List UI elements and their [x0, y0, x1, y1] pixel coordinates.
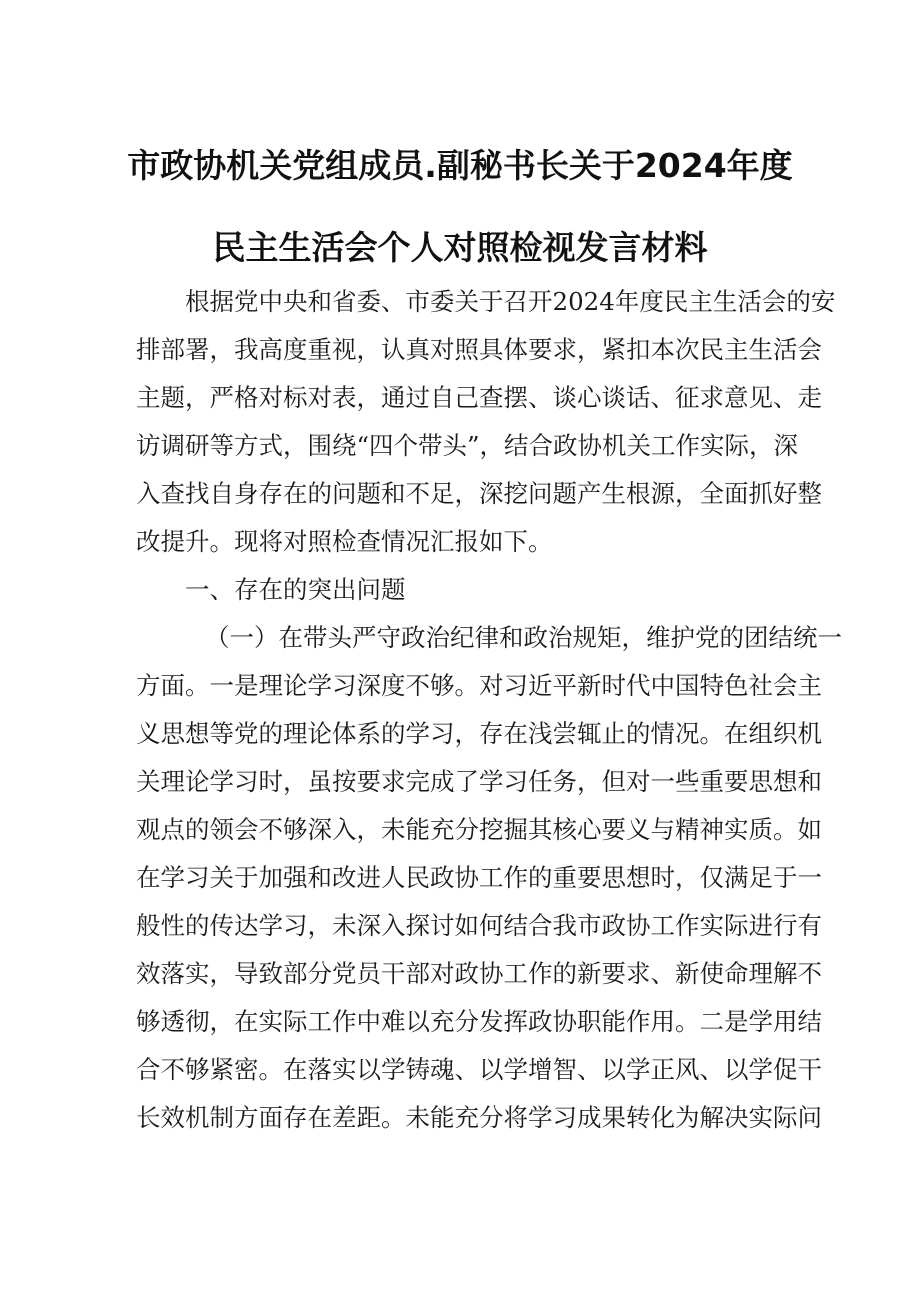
paragraph-line: 入查找自身存在的问题和不足，深挖问题产生根源，全面抓好整: [136, 479, 822, 508]
paragraph-line: 义思想等党的理论体系的学习，存在浅尝辄止的情况。在组织机: [136, 719, 822, 748]
document-title-line-1: 市政协机关党组成员.副秘书长关于2024年度: [127, 146, 793, 185]
paragraph-line: 效落实，导致部分党员干部对政协工作的新要求、新使命理解不: [136, 959, 822, 988]
paragraph-line: 排部署，我高度重视，认真对照具体要求，紧扣本次民主生活会: [136, 335, 822, 364]
paragraph-line: 根据党中央和省委、市委关于召开2024年度民主生活会的安: [185, 287, 836, 316]
paragraph-line: 关理论学习时，虽按要求完成了学习任务，但对一些重要思想和: [136, 767, 822, 796]
paragraph-line: 合不够紧密。在落实以学铸魂、以学增智、以学正风、以学促干: [136, 1055, 822, 1084]
paragraph-line: 方面。一是理论学习深度不够。对习近平新时代中国特色社会主: [136, 671, 822, 700]
paragraph-line: 主题，严格对标对表，通过自己查摆、谈心谈话、征求意见、走: [136, 383, 822, 412]
paragraph-line: 访调研等方式，围绕“四个带头”，结合政协机关工作实际，深: [136, 431, 799, 460]
paragraph-line: 长效机制方面存在差距。未能充分将学习成果转化为解决实际问: [136, 1103, 822, 1132]
paragraph-line: 够透彻，在实际工作中难以充分发挥政协职能作用。二是学用结: [136, 1007, 822, 1036]
paragraph-line: 改提升。现将对照检查情况汇报如下。: [136, 527, 553, 556]
paragraph-line: 般性的传达学习，未深入探讨如何结合我市政协工作实际进行有: [136, 911, 822, 940]
section-heading: 一、存在的突出问题: [185, 575, 406, 604]
subsection-heading: （一）在带头严守政治纪律和政治规矩，维护党的团结统一: [205, 623, 842, 652]
paragraph-line: 在学习关于加强和改进人民政协工作的重要思想时，仅满足于一: [136, 863, 822, 892]
paragraph-line: 观点的领会不够深入，未能充分挖掘其核心要义与精神实质。如: [136, 815, 822, 844]
document-title-line-2: 民主生活会个人对照检视发言材料: [212, 228, 708, 267]
